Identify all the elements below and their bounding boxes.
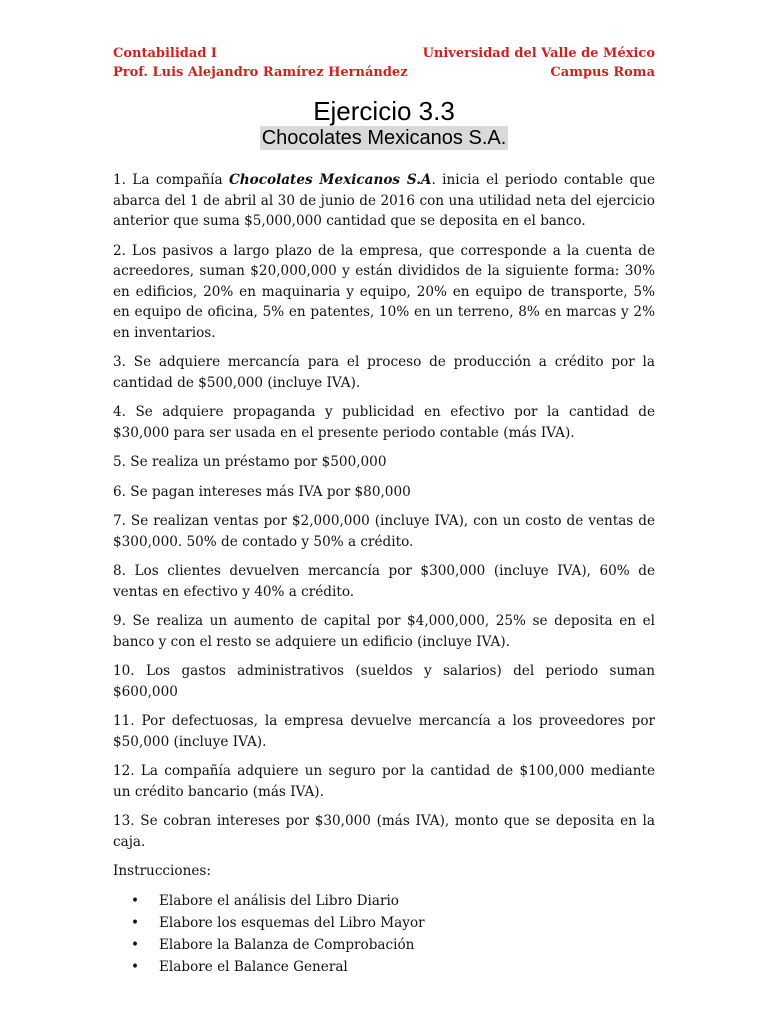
page-header bbox=[113, 44, 655, 82]
task-item bbox=[131, 934, 655, 956]
exercise-item-12: 12. La compañía adquiere un seguro por la cantidad de $100,000 mediante un crédito bancario (más IVA). bbox=[113, 763, 655, 800]
exercise-item-10: 10. Los gastos administrativos (sueldos y salarios) del periodo suman $600,000 bbox=[113, 663, 655, 700]
exercise-item-4: 4. Se adquiere propaganda y publicidad en efectivo por la cantidad de $30,000 para ser usada en el presente periodo contable (más IVA). bbox=[113, 404, 655, 441]
exercise-item-3: 3. Se adquiere mercancía para el proceso de producción a crédito por la cantidad de $500,000 (incluye IVA). bbox=[113, 354, 655, 391]
instructions-heading: Instrucciones: bbox=[113, 863, 211, 879]
exercise-item-8: 8. Los clientes devuelven mercancía por $300,000 (incluye IVA), 60% de ventas en efectivo y 40% a crédito. bbox=[113, 563, 655, 600]
exercise-item-6: 6. Se pagan intereses más IVA por $80,000 bbox=[113, 483, 411, 500]
exercise-body bbox=[113, 170, 655, 978]
bullet-icon: • bbox=[131, 892, 140, 909]
bullet-icon: • bbox=[131, 958, 140, 975]
task-text: Elabore la Balanza de Comprobación bbox=[159, 936, 415, 953]
item-1-company: Chocolates Mexicanos S.A bbox=[228, 172, 432, 188]
bullet-icon: • bbox=[131, 936, 140, 953]
task-text: Elabore el Balance General bbox=[159, 958, 348, 975]
professor-name: Prof. Luis Alejandro Ramírez Hernández bbox=[113, 65, 408, 80]
task-item bbox=[131, 912, 655, 934]
task-item bbox=[131, 956, 655, 978]
item-1-rest: . inicia el periodo contable que abarca del 1 de abril al 30 de junio de 2016 con una utilidad neta del ejercicio anterior que suma $5,000,000 cantidad que se deposita en el banco. bbox=[113, 172, 656, 229]
exercise-item-9: 9. Se realiza un aumento de capital por $4,000,000, 25% se deposita en el banco y con el resto se adquiere un edificio (incluye IVA). bbox=[113, 613, 655, 650]
exercise-item-13: 13. Se cobran intereses por $30,000 (más IVA), monto que se deposita en la caja. bbox=[113, 813, 655, 850]
title-block bbox=[0, 96, 768, 150]
company-subtitle: Chocolates Mexicanos S.A. bbox=[261, 127, 507, 149]
task-text: Elabore los esquemas del Libro Mayor bbox=[159, 914, 425, 931]
exercise-item-2: 2. Los pasivos a largo plazo de la empresa, que corresponde a la cuenta de acreedores, suman $20,000,000 y están divididos de la siguiente forma: 30% en edificios, 20% en maquinaria y equipo, 20% en equipo de transporte, 5% en equipo de oficina, 5% en patentes, 10% en un terreno, 8% en marcas y 2% en inventarios. bbox=[113, 242, 655, 341]
exercise-item-1 bbox=[113, 170, 655, 232]
exercise-item-11: 11. Por defectuosas, la empresa devuelve mercancía a los proveedores por $50,000 (incluye IVA). bbox=[113, 713, 655, 750]
exercise-title: Ejercicio 3.3 bbox=[313, 96, 455, 126]
bullet-icon: • bbox=[131, 914, 140, 931]
exercise-item-7: 7. Se realizan ventas por $2,000,000 (incluye IVA), con un costo de ventas de $300,000. 50% de contado y 50% a crédito. bbox=[113, 513, 655, 550]
exercise-item-5: 5. Se realiza un préstamo por $500,000 bbox=[113, 454, 387, 470]
university-name: Universidad del Valle de México bbox=[422, 46, 655, 61]
campus-name: Campus Roma bbox=[550, 65, 655, 80]
task-list bbox=[113, 890, 655, 978]
item-1-prefix: 1. La compañía bbox=[113, 172, 229, 188]
course-name: Contabilidad I bbox=[113, 46, 218, 61]
task-text: Elabore el análisis del Libro Diario bbox=[159, 892, 399, 909]
task-item bbox=[131, 890, 655, 912]
